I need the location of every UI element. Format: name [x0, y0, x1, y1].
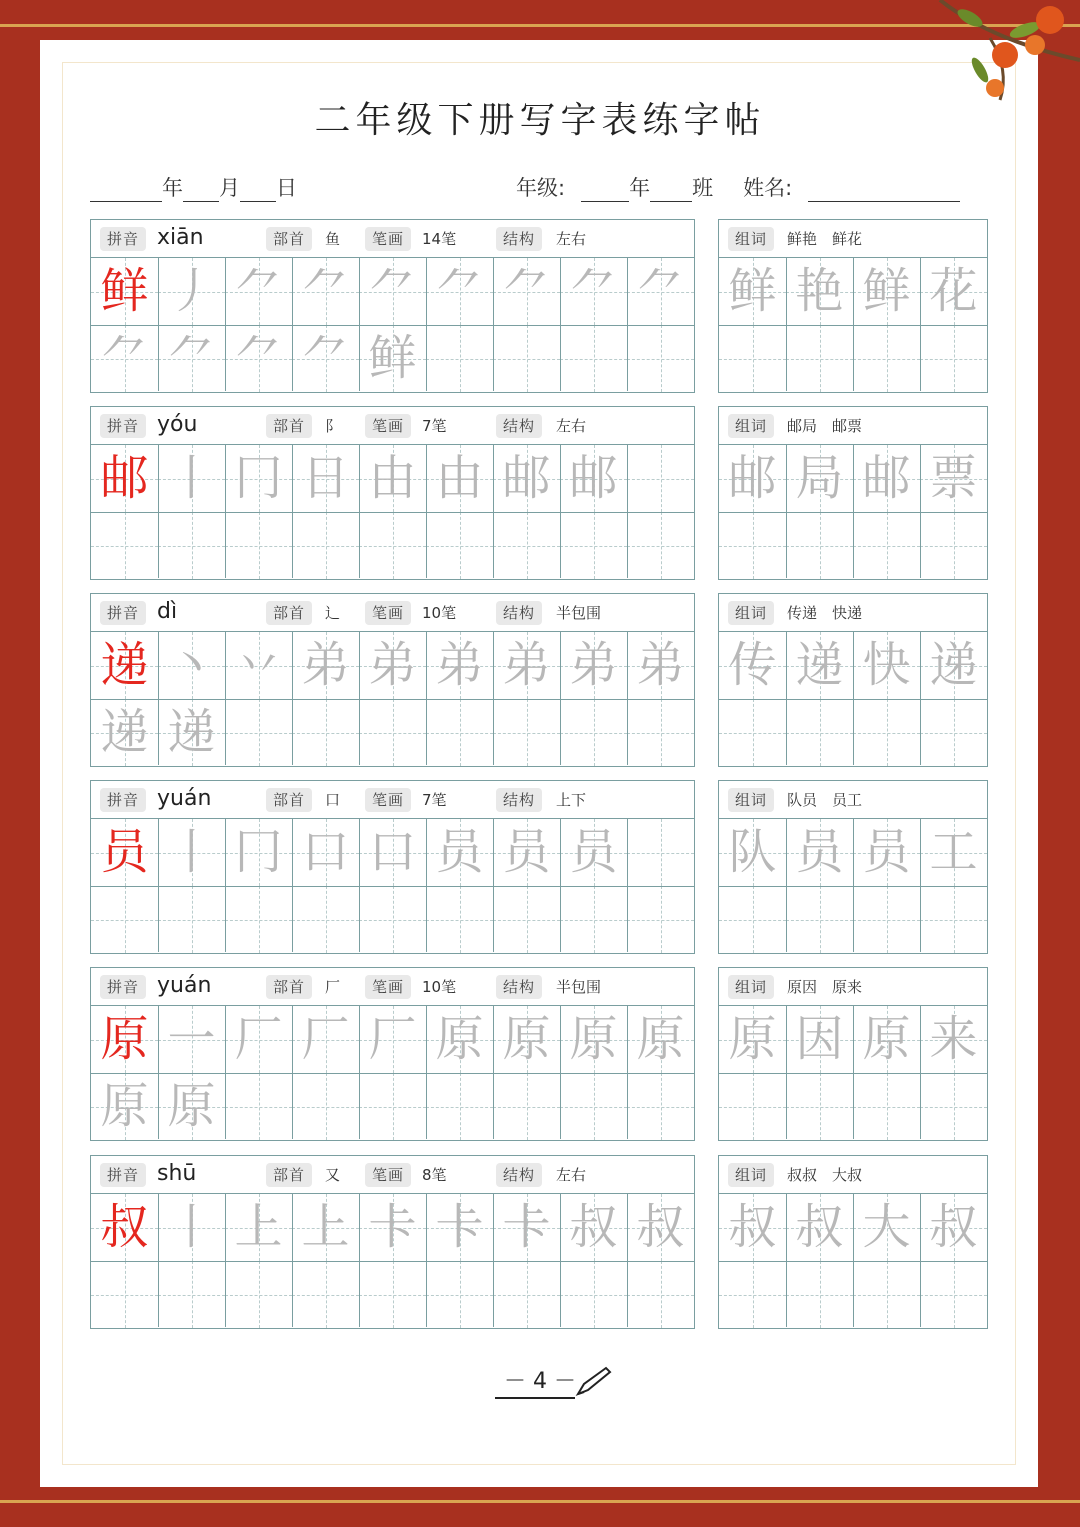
- word-cell[interactable]: [853, 512, 920, 579]
- trace-stroke-character: 厂: [234, 1011, 283, 1067]
- structure-tag: 结构: [496, 788, 542, 812]
- word-trace-character: 大: [862, 1199, 911, 1255]
- radical-tag: 部首: [266, 1163, 312, 1187]
- character-block: [90, 593, 988, 767]
- radical-tag: 部首: [266, 601, 312, 625]
- word-grid: [719, 258, 987, 391]
- trace-stroke-character: 上: [301, 1199, 350, 1255]
- word-practice-panel: [718, 1155, 988, 1329]
- writing-cell[interactable]: [627, 1261, 694, 1328]
- writing-cell[interactable]: [292, 699, 359, 766]
- trace-stroke-character: 叔: [636, 1199, 685, 1255]
- pinyin-value: shū: [157, 1161, 197, 1186]
- month-label: 月: [219, 176, 240, 200]
- word-cell[interactable]: [920, 325, 987, 392]
- trace-stroke-character: 卡: [502, 1199, 551, 1255]
- writing-cell[interactable]: [493, 512, 560, 579]
- writing-cell[interactable]: [627, 512, 694, 579]
- trace-stroke-character: ⺈: [301, 330, 350, 386]
- words-value: 队员 员工: [787, 791, 863, 809]
- radical-value: 口: [325, 791, 341, 809]
- writing-cell[interactable]: [627, 325, 694, 392]
- trace-stroke-character: 冂: [234, 450, 283, 506]
- writing-cell[interactable]: [426, 1261, 493, 1328]
- structure-value: 左右: [556, 230, 587, 248]
- strokes-tag: 笔画: [365, 788, 411, 812]
- model-character: 鲜: [100, 263, 149, 319]
- word-trace-character: 快: [862, 637, 911, 693]
- word-cell[interactable]: [719, 325, 786, 392]
- strokes-value: 10笔: [422, 604, 457, 622]
- writing-cell[interactable]: [426, 512, 493, 579]
- words-tag: 组词: [728, 1163, 774, 1187]
- structure-value: 左右: [556, 1166, 587, 1184]
- trace-stroke-character: ⺈: [569, 263, 618, 319]
- strokes-tag: 笔画: [365, 1163, 411, 1187]
- word-trace-character: 邮: [862, 450, 911, 506]
- word-trace-character: 来: [929, 1011, 978, 1067]
- writing-cell[interactable]: [359, 512, 426, 579]
- character-block: [90, 219, 988, 393]
- radical-tag: 部首: [266, 227, 312, 251]
- trace-stroke-character: 丶: [167, 637, 216, 693]
- word-cell[interactable]: [786, 1261, 853, 1328]
- trace-stroke-character: 日: [301, 450, 350, 506]
- structure-tag: 结构: [496, 1163, 542, 1187]
- trace-stroke-character: 弟: [368, 637, 417, 693]
- words-value: 邮局 邮票: [787, 417, 863, 435]
- pinyin-tag: 拼音: [100, 414, 146, 438]
- character-info-header: [91, 781, 694, 819]
- month-blank[interactable]: [183, 179, 219, 202]
- trace-stroke-character: 冂: [234, 824, 283, 880]
- strokes-tag: 笔画: [365, 975, 411, 999]
- trace-stroke-character: 卡: [368, 1199, 417, 1255]
- writing-cell[interactable]: [627, 445, 694, 512]
- word-cell[interactable]: [920, 886, 987, 953]
- writing-grid: [91, 632, 694, 765]
- radical-tag: 部首: [266, 414, 312, 438]
- character-info-header: [91, 220, 694, 258]
- writing-cell[interactable]: [493, 699, 560, 766]
- model-character: 邮: [100, 450, 149, 506]
- pinyin-value: yóu: [157, 412, 198, 437]
- radical-value: 又: [325, 1166, 341, 1184]
- trace-stroke-character: 递: [167, 704, 216, 760]
- word-grid: [719, 819, 987, 952]
- model-character: 叔: [100, 1199, 149, 1255]
- word-trace-character: 邮: [728, 450, 777, 506]
- word-trace-character: 叔: [795, 1199, 844, 1255]
- stroke-practice-panel: [90, 406, 695, 580]
- trace-stroke-character: 员: [435, 824, 484, 880]
- trace-stroke-character: 口: [368, 824, 417, 880]
- strokes-value: 14笔: [422, 230, 457, 248]
- writing-cell[interactable]: [292, 1261, 359, 1328]
- trace-stroke-character: ⺈: [368, 263, 417, 319]
- year-blank[interactable]: [90, 179, 162, 202]
- word-trace-character: 员: [795, 824, 844, 880]
- writing-cell[interactable]: [158, 1261, 225, 1328]
- character-info-header: [91, 968, 694, 1006]
- writing-cell[interactable]: [493, 1261, 560, 1328]
- trace-stroke-character: ⺈: [167, 330, 216, 386]
- word-cell[interactable]: [786, 699, 853, 766]
- writing-cell[interactable]: [493, 1073, 560, 1140]
- trace-stroke-character: 丿: [167, 263, 216, 319]
- day-blank[interactable]: [240, 179, 276, 202]
- strokes-tag: 笔画: [365, 601, 411, 625]
- word-grid: [719, 1006, 987, 1139]
- model-character: 原: [100, 1011, 149, 1067]
- structure-value: 上下: [556, 791, 587, 809]
- class-blank[interactable]: [650, 179, 692, 202]
- grade-year-label: 年: [629, 176, 651, 200]
- model-character: 员: [100, 824, 149, 880]
- structure-value: 左右: [556, 417, 587, 435]
- structure-value: 半包围: [556, 978, 602, 996]
- writing-cell[interactable]: [158, 512, 225, 579]
- word-cell[interactable]: [920, 512, 987, 579]
- structure-tag: 结构: [496, 227, 542, 251]
- words-value: 鲜艳 鲜花: [787, 230, 863, 248]
- word-cell[interactable]: [920, 699, 987, 766]
- word-header: [719, 220, 987, 258]
- words-tag: 组词: [728, 227, 774, 251]
- page-number: － 4 －: [504, 1369, 576, 1394]
- top-gold-line: [0, 24, 1080, 27]
- bottom-gold-line: [0, 1500, 1080, 1503]
- word-grid: [719, 1194, 987, 1327]
- radical-value: 厂: [325, 978, 341, 996]
- trace-stroke-character: 一: [167, 1011, 216, 1067]
- structure-tag: 结构: [496, 975, 542, 999]
- character-info-header: [91, 1156, 694, 1194]
- writing-cell[interactable]: [292, 886, 359, 953]
- word-cell[interactable]: [853, 325, 920, 392]
- word-trace-character: 原: [862, 1011, 911, 1067]
- word-trace-character: 工: [929, 824, 978, 880]
- writing-grid: [91, 258, 694, 391]
- word-cell[interactable]: [786, 512, 853, 579]
- writing-cell[interactable]: [158, 886, 225, 953]
- trace-stroke-character: 上: [234, 1199, 283, 1255]
- word-trace-character: 传: [728, 637, 777, 693]
- trace-stroke-character: 邮: [502, 450, 551, 506]
- radical-tag: 部首: [266, 975, 312, 999]
- word-practice-panel: [718, 593, 988, 767]
- radical-value: 阝: [325, 417, 341, 435]
- writing-cell[interactable]: [560, 886, 627, 953]
- writing-cell[interactable]: [359, 1261, 426, 1328]
- day-label: 日: [276, 176, 297, 200]
- writing-cell[interactable]: [627, 699, 694, 766]
- radical-tag: 部首: [266, 788, 312, 812]
- trace-stroke-character: 鲜: [368, 330, 417, 386]
- writing-cell[interactable]: [560, 325, 627, 392]
- words-value: 叔叔 大叔: [787, 1166, 863, 1184]
- word-cell[interactable]: [786, 886, 853, 953]
- writing-cell[interactable]: [560, 512, 627, 579]
- word-trace-character: 艳: [795, 263, 844, 319]
- name-label: 姓名:: [743, 176, 793, 200]
- words-value: 传递 快递: [787, 604, 863, 622]
- trace-stroke-character: 厂: [301, 1011, 350, 1067]
- writing-grid: [91, 1006, 694, 1139]
- writing-grid: [91, 1194, 694, 1327]
- word-cell[interactable]: [920, 1073, 987, 1140]
- radical-value: 鱼: [325, 230, 341, 248]
- writing-cell[interactable]: [426, 699, 493, 766]
- structure-tag: 结构: [496, 601, 542, 625]
- trace-stroke-character: 原: [502, 1011, 551, 1067]
- word-practice-panel: [718, 219, 988, 393]
- writing-cell[interactable]: [91, 1261, 158, 1328]
- word-practice-panel: [718, 780, 988, 954]
- class-label: 班: [692, 176, 714, 200]
- trace-stroke-character: 丨: [167, 1199, 216, 1255]
- trace-stroke-character: 原: [435, 1011, 484, 1067]
- writing-cell[interactable]: [493, 325, 560, 392]
- word-header: [719, 1156, 987, 1194]
- words-value: 原因 原来: [787, 978, 863, 996]
- writing-cell[interactable]: [91, 886, 158, 953]
- writing-cell[interactable]: [560, 1073, 627, 1140]
- word-header: [719, 968, 987, 1006]
- word-cell[interactable]: [853, 1261, 920, 1328]
- trace-stroke-character: 原: [569, 1011, 618, 1067]
- character-info-header: [91, 594, 694, 632]
- writing-grid: [91, 445, 694, 578]
- pinyin-tag: 拼音: [100, 975, 146, 999]
- word-trace-character: 递: [929, 637, 978, 693]
- stroke-practice-panel: [90, 967, 695, 1141]
- trace-stroke-character: 原: [100, 1078, 149, 1134]
- trace-stroke-character: 原: [636, 1011, 685, 1067]
- stroke-practice-panel: [90, 1155, 695, 1329]
- trace-stroke-character: 口: [301, 824, 350, 880]
- pinyin-tag: 拼音: [100, 1163, 146, 1187]
- pinyin-tag: 拼音: [100, 788, 146, 812]
- writing-cell[interactable]: [493, 886, 560, 953]
- word-practice-panel: [718, 406, 988, 580]
- word-cell[interactable]: [853, 886, 920, 953]
- radical-value: 辶: [325, 604, 341, 622]
- writing-cell[interactable]: [225, 512, 292, 579]
- trace-stroke-character: 原: [167, 1078, 216, 1134]
- trace-stroke-character: 员: [569, 824, 618, 880]
- pinyin-value: dì: [157, 599, 178, 624]
- trace-stroke-character: 丨: [167, 824, 216, 880]
- grade-blank[interactable]: [581, 179, 629, 202]
- trace-stroke-character: ⺈: [234, 263, 283, 319]
- trace-stroke-character: 由: [368, 450, 417, 506]
- year-label: 年: [162, 176, 183, 200]
- trace-stroke-character: 邮: [569, 450, 618, 506]
- words-tag: 组词: [728, 601, 774, 625]
- pen-icon: [574, 1366, 614, 1398]
- pinyin-tag: 拼音: [100, 227, 146, 251]
- trace-stroke-character: 弟: [569, 637, 618, 693]
- trace-stroke-character: ⺈: [435, 263, 484, 319]
- strokes-value: 7笔: [422, 791, 447, 809]
- writing-cell[interactable]: [225, 1261, 292, 1328]
- page-number-underline: [495, 1397, 575, 1399]
- strokes-value: 7笔: [422, 417, 447, 435]
- word-trace-character: 花: [929, 263, 978, 319]
- writing-cell[interactable]: [560, 699, 627, 766]
- character-block: [90, 1155, 988, 1329]
- pinyin-value: yuán: [157, 786, 212, 811]
- word-trace-character: 原: [728, 1011, 777, 1067]
- words-tag: 组词: [728, 788, 774, 812]
- structure-value: 半包围: [556, 604, 602, 622]
- word-trace-character: 叔: [929, 1199, 978, 1255]
- grade-line: [516, 172, 960, 202]
- trace-stroke-character: ⺈: [100, 330, 149, 386]
- writing-cell[interactable]: [560, 1261, 627, 1328]
- word-header: [719, 781, 987, 819]
- writing-cell[interactable]: [627, 819, 694, 886]
- word-trace-character: 员: [862, 824, 911, 880]
- trace-stroke-character: ⺈: [301, 263, 350, 319]
- word-trace-character: 递: [795, 637, 844, 693]
- writing-cell[interactable]: [627, 886, 694, 953]
- trace-stroke-character: 弟: [301, 637, 350, 693]
- stroke-practice-panel: [90, 593, 695, 767]
- date-line: [90, 172, 297, 202]
- writing-cell[interactable]: [292, 1073, 359, 1140]
- trace-stroke-character: ⺈: [502, 263, 551, 319]
- trace-stroke-character: 弟: [636, 637, 685, 693]
- trace-stroke-character: ⺈: [636, 263, 685, 319]
- page-title: 二年级下册写字表练字帖: [314, 100, 766, 141]
- word-cell[interactable]: [719, 699, 786, 766]
- word-header: [719, 594, 987, 632]
- writing-grid: [91, 819, 694, 952]
- writing-cell[interactable]: [292, 512, 359, 579]
- trace-stroke-character: 递: [100, 704, 149, 760]
- stroke-practice-panel: [90, 219, 695, 393]
- word-trace-character: 因: [795, 1011, 844, 1067]
- word-trace-character: 票: [929, 450, 978, 506]
- strokes-value: 8笔: [422, 1166, 447, 1184]
- word-trace-character: 鲜: [862, 263, 911, 319]
- word-practice-panel: [718, 967, 988, 1141]
- writing-cell[interactable]: [359, 699, 426, 766]
- word-trace-character: 队: [728, 824, 777, 880]
- trace-stroke-character: 由: [435, 450, 484, 506]
- pinyin-value: yuán: [157, 973, 212, 998]
- words-tag: 组词: [728, 414, 774, 438]
- character-info-header: [91, 407, 694, 445]
- writing-cell[interactable]: [225, 699, 292, 766]
- trace-stroke-character: ⺈: [234, 330, 283, 386]
- word-cell[interactable]: [719, 512, 786, 579]
- words-tag: 组词: [728, 975, 774, 999]
- trace-stroke-character: 丷: [234, 637, 283, 693]
- pinyin-tag: 拼音: [100, 601, 146, 625]
- writing-cell[interactable]: [225, 886, 292, 953]
- writing-cell[interactable]: [627, 1073, 694, 1140]
- word-trace-character: 叔: [728, 1199, 777, 1255]
- character-block: [90, 780, 988, 954]
- pinyin-value: xiān: [157, 225, 204, 250]
- word-cell[interactable]: [786, 1073, 853, 1140]
- writing-cell[interactable]: [91, 512, 158, 579]
- character-block: [90, 406, 988, 580]
- word-trace-character: 局: [795, 450, 844, 506]
- trace-stroke-character: 员: [502, 824, 551, 880]
- character-block: [90, 967, 988, 1141]
- grade-label: 年级:: [516, 176, 566, 200]
- writing-cell[interactable]: [426, 886, 493, 953]
- stroke-practice-panel: [90, 780, 695, 954]
- word-cell[interactable]: [719, 1073, 786, 1140]
- writing-cell[interactable]: [359, 886, 426, 953]
- structure-tag: 结构: [496, 414, 542, 438]
- trace-stroke-character: 丨: [167, 450, 216, 506]
- writing-cell[interactable]: [359, 1073, 426, 1140]
- writing-cell[interactable]: [225, 1073, 292, 1140]
- name-blank[interactable]: [808, 179, 960, 202]
- model-character: 递: [100, 637, 149, 693]
- strokes-tag: 笔画: [365, 414, 411, 438]
- trace-stroke-character: 弟: [435, 637, 484, 693]
- word-cell[interactable]: [786, 325, 853, 392]
- word-cell[interactable]: [719, 886, 786, 953]
- strokes-tag: 笔画: [365, 227, 411, 251]
- word-trace-character: 鲜: [728, 263, 777, 319]
- word-cell[interactable]: [853, 1073, 920, 1140]
- trace-stroke-character: 叔: [569, 1199, 618, 1255]
- trace-stroke-character: 卡: [435, 1199, 484, 1255]
- word-cell[interactable]: [853, 699, 920, 766]
- writing-cell[interactable]: [426, 325, 493, 392]
- word-grid: [719, 445, 987, 578]
- writing-cell[interactable]: [426, 1073, 493, 1140]
- trace-stroke-character: 弟: [502, 637, 551, 693]
- word-header: [719, 407, 987, 445]
- word-cell[interactable]: [719, 1261, 786, 1328]
- strokes-value: 10笔: [422, 978, 457, 996]
- word-grid: [719, 632, 987, 765]
- trace-stroke-character: 厂: [368, 1011, 417, 1067]
- word-cell[interactable]: [920, 1261, 987, 1328]
